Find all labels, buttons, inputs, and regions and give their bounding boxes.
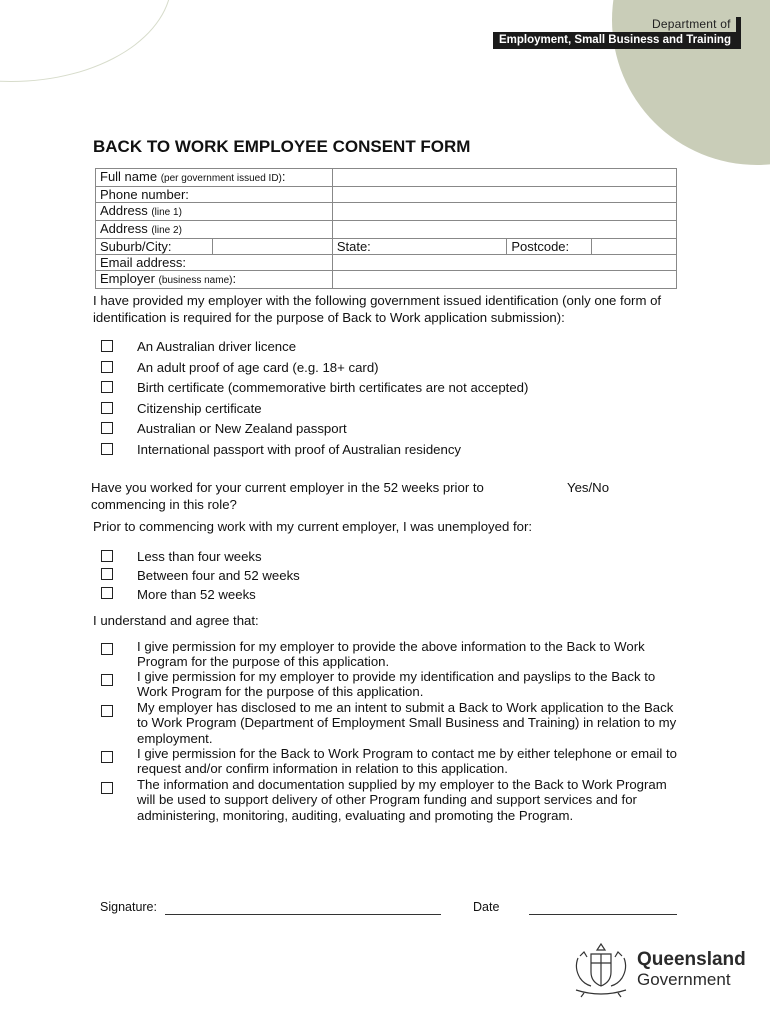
agreement-text: The information and documentation supplied by my employer to the Back to Work Program will be used to support delivery of other Program funding and support services and for administering, monitoring, auditing, evaluating and promoting the Program. (137, 777, 667, 823)
yes-no-answer[interactable]: Yes/No (567, 480, 610, 495)
id-intro-text: I have provided my employer with the following government issued identification (only one form of identification is required for the purpose of Back to Work application submission): (93, 293, 662, 325)
id-option-label: An adult proof of age card (e.g. 18+ card) (137, 360, 379, 375)
address-line2-label: Address (line 2) (96, 221, 333, 239)
department-name-banner: Employment, Small Business and Training (493, 32, 741, 49)
id-option-label: Citizenship certificate (137, 401, 262, 416)
state-label[interactable]: State: (332, 239, 507, 255)
unemployed-option-checkbox[interactable] (101, 568, 113, 580)
phone-field[interactable] (332, 187, 676, 203)
agreement-checkbox[interactable] (101, 705, 113, 717)
id-option-checkbox[interactable] (101, 443, 113, 455)
id-option-label: Australian or New Zealand passport (137, 421, 347, 436)
agreement-text: I give permission for the Back to Work Program to contact me by either telephone or email to request and/or confirm information in relation to this application. (137, 746, 677, 777)
agree-intro-text: I understand and agree that: (93, 613, 259, 628)
agreement-text: I give permission for my employer to provide the above information to the Back to Work Program for the purpose of this application. (137, 639, 645, 670)
queensland-logo-text: Queensland (637, 949, 746, 970)
address-line1-field[interactable] (332, 203, 676, 221)
full-name-field[interactable] (332, 169, 676, 187)
decorative-arc (0, 0, 172, 82)
signature-label: Signature: (100, 900, 157, 914)
unemployed-option-label: Between four and 52 weeks (137, 568, 300, 583)
email-label: Email address: (96, 255, 333, 271)
id-option-label: An Australian driver licence (137, 339, 297, 354)
id-option-checkbox[interactable] (101, 340, 113, 352)
queensland-crest-icon (570, 940, 632, 998)
phone-label: Phone number: (96, 187, 333, 203)
agreement-checkbox[interactable] (101, 751, 113, 763)
suburb-label: Suburb/City: (96, 239, 213, 255)
id-option-checkbox[interactable] (101, 381, 113, 393)
agreement-text: I give permission for my employer to provide my identification and payslips to the Back to Work Program for the purpose of this application. (137, 669, 656, 700)
agreement-checkbox[interactable] (101, 674, 113, 686)
personal-details-table (95, 168, 677, 289)
address-line2-field[interactable] (332, 221, 676, 239)
suburb-field[interactable] (212, 239, 332, 255)
email-field[interactable] (332, 255, 676, 271)
unemployed-intro-text: Prior to commencing work with my current employer, I was unemployed for: (93, 519, 533, 534)
address-line1-label: Address (line 1) (96, 203, 333, 221)
government-logo-text: Government (637, 970, 731, 989)
unemployed-option-label: More than 52 weeks (137, 587, 256, 602)
unemployed-option-checkbox[interactable] (101, 550, 113, 562)
id-option-checkbox[interactable] (101, 402, 113, 414)
id-option-label: International passport with proof of Australian residency (137, 442, 462, 457)
postcode-field[interactable] (592, 239, 677, 255)
employer-label: Employer (business name): (96, 271, 333, 289)
agreement-checkbox[interactable] (101, 643, 113, 655)
full-name-label: Full name (per government issued ID): (96, 169, 333, 187)
worked-question: Have you worked for your current employer in the 52 weeks prior to commencing in this role? (91, 480, 484, 512)
date-label: Date (473, 900, 500, 914)
signature-line[interactable] (165, 914, 441, 915)
agreement-text: My employer has disclosed to me an intent to submit a Back to Work application to the Back to Work Program (Department of Employment Small Business and Training) in relation to my employment. (137, 700, 677, 746)
department-label: Department of (652, 17, 731, 31)
employer-field[interactable] (332, 271, 676, 289)
department-logo-mark (736, 17, 741, 32)
postcode-label: Postcode: (507, 239, 592, 255)
id-option-label: Birth certificate (commemorative birth certificates are not accepted) (137, 380, 529, 395)
id-option-checkbox[interactable] (101, 361, 113, 373)
unemployed-option-checkbox[interactable] (101, 587, 113, 599)
unemployed-option-label: Less than four weeks (137, 549, 262, 564)
agreement-checkbox[interactable] (101, 782, 113, 794)
id-option-checkbox[interactable] (101, 422, 113, 434)
date-line[interactable] (529, 914, 677, 915)
page-title: BACK TO WORK EMPLOYEE CONSENT FORM (93, 137, 471, 156)
